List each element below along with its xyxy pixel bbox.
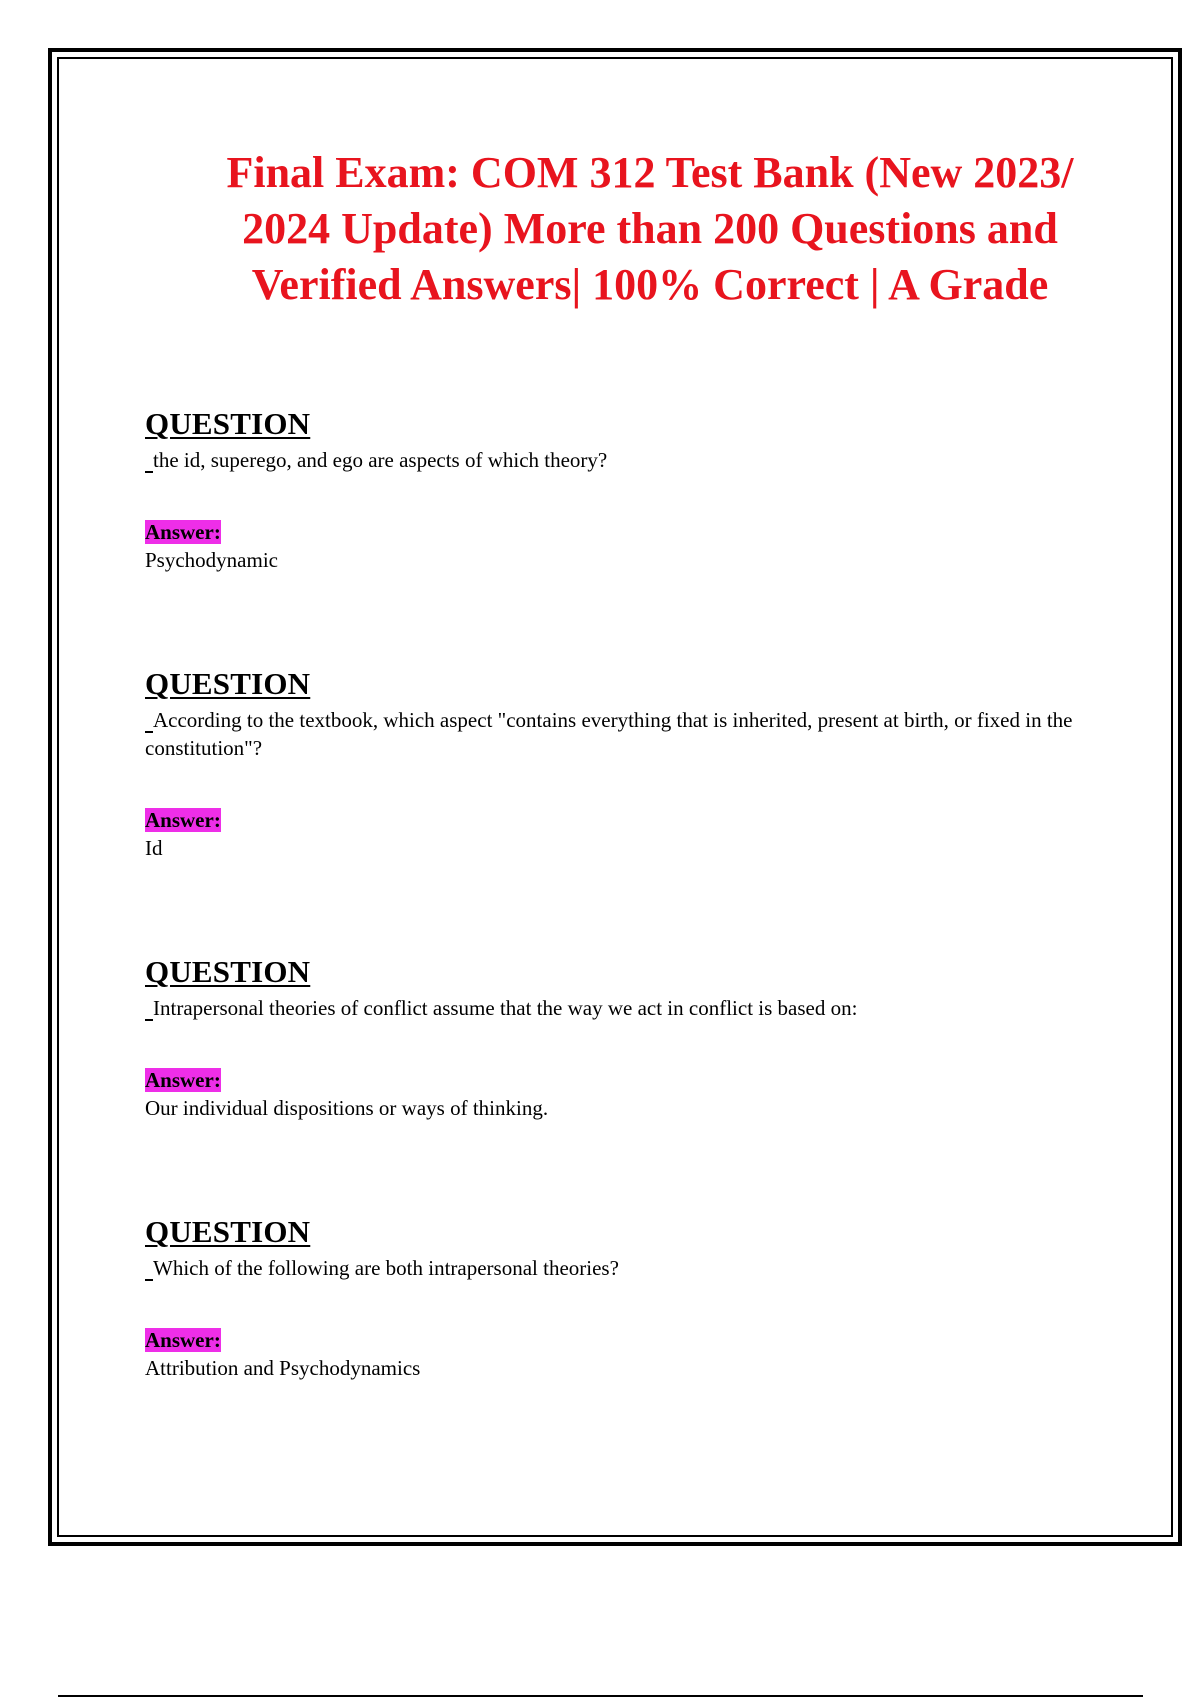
question-marker [145,1279,153,1281]
qa-item [145,668,1095,862]
question-marker [145,1019,153,1021]
answer-label: Answer: [145,808,221,832]
answer-text: Attribution and Psychodynamics [145,1356,421,1380]
question-heading: QUESTION [145,1214,311,1249]
question-text-wrap [145,446,1095,474]
question-heading: QUESTION [145,954,311,989]
qa-item [145,408,1095,574]
question-text: Which of the following are both intrapersonal theories? [153,1256,619,1280]
question-marker [145,471,153,473]
answer-label: Answer: [145,1328,221,1352]
question-text: Intrapersonal theories of conflict assume that the way we act in conflict is based on: [153,996,858,1020]
answer-text: Id [145,836,163,860]
question-text-wrap [145,1254,1095,1282]
question-heading: QUESTION [145,666,311,701]
qa-item [145,1216,1095,1382]
question-marker [145,731,153,733]
question-heading: QUESTION [145,406,311,441]
question-text-wrap [145,994,1095,1022]
question-text-wrap [145,706,1095,762]
footer-rule [58,1695,1143,1697]
question-text: the id, superego, and ego are aspects of which theory? [153,448,608,472]
document-title: Final Exam: COM 312 Test Bank (New 2023/ 2024 Update) More than 200 Questions and Verified Answers| 100% Correct | A Grade [226,148,1074,309]
answer-text: Our individual dispositions or ways of thinking. [145,1096,549,1120]
qa-item [145,956,1095,1122]
question-text: According to the textbook, which aspect "contains everything that is inherited, present at birth, or fixed in the constitution"? [145,708,1073,760]
answer-text: Psychodynamic [145,548,278,572]
answer-label: Answer: [145,520,221,544]
answer-label: Answer: [145,1068,221,1092]
